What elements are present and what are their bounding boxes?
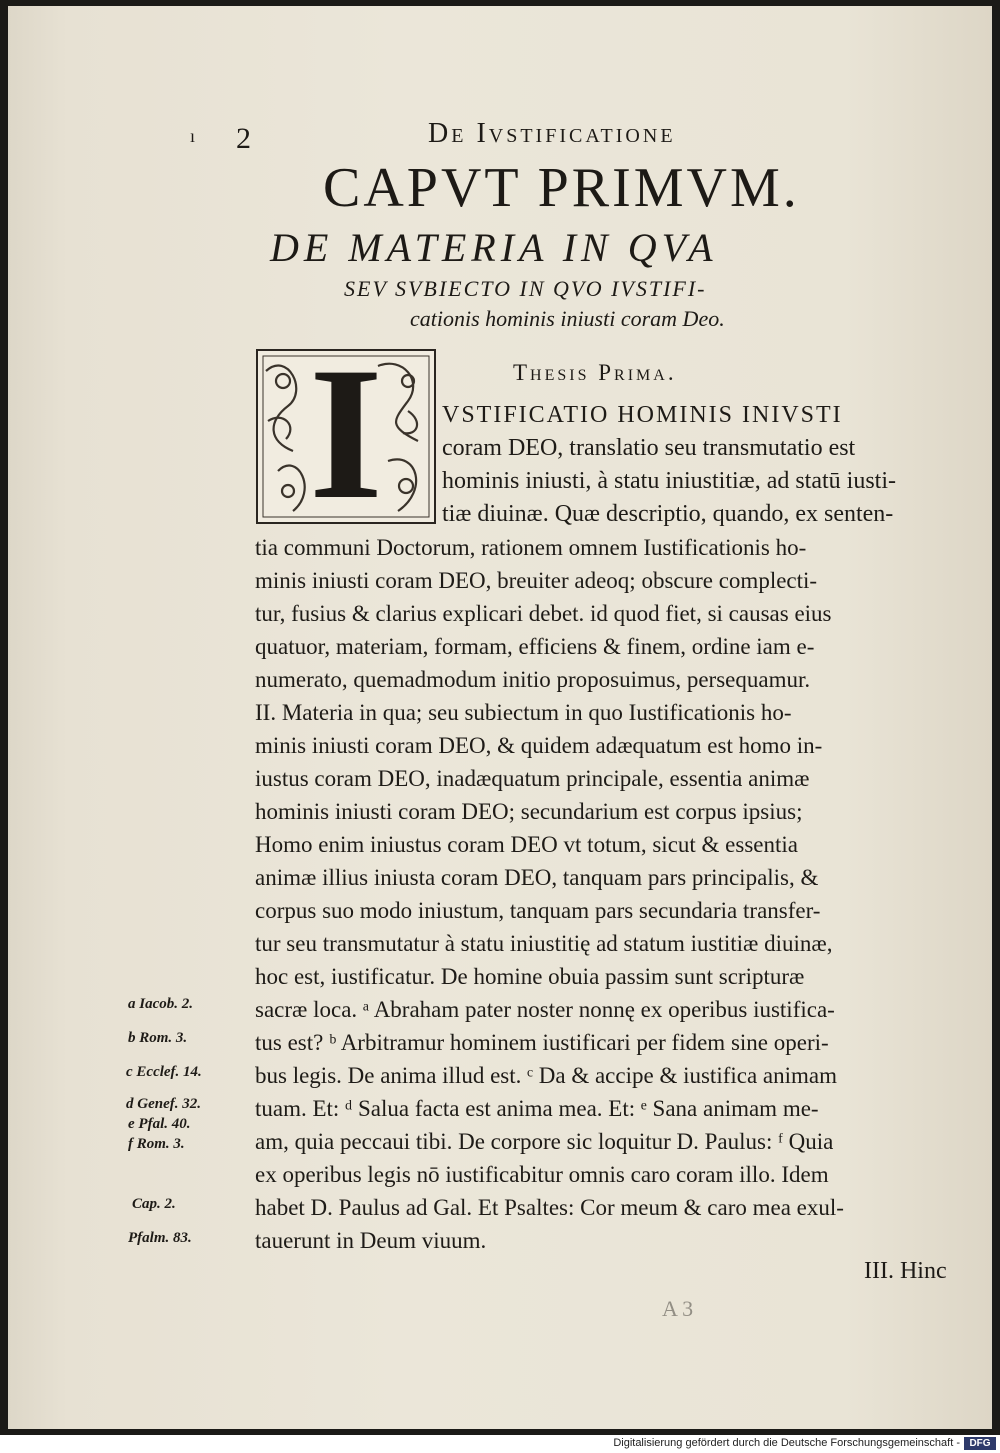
text-line: tur seu transmutatur à statu iniustitię ad statum iustitiæ diuinæ, (255, 931, 833, 956)
text-line: tauerunt in Deum viuum. (255, 1228, 487, 1253)
chapter-subtitle-line-3: cationis hominis iniusti coram Deo. (410, 306, 725, 331)
chapter-subtitle-line-2: SEV SVBIECTO IN QVO IVSTIFI- (344, 276, 707, 301)
text-line: habet D. Paulus ad Gal. Et Psaltes: Cor meum & caro mea exul- (255, 1195, 844, 1220)
thesis-heading: Thesis Prima. (513, 360, 677, 385)
text-line: tiæ diuinæ. Quæ descriptio, quando, ex senten- (442, 501, 894, 527)
text-line: hominis iniusti coram DEO; secundarium est corpus ipsius; (255, 799, 803, 824)
catchword: III. Hinc (864, 1258, 947, 1284)
text-line: sacræ loca. ᵃ Abraham pater noster nonnę ex operibus iustifica- (255, 997, 835, 1022)
text-line: quatuor, materiam, formam, efficiens & finem, ordine iam e- (255, 634, 815, 659)
text-line: minis iniusti coram DEO, & quidem adæquatum est homo in- (255, 733, 823, 758)
page-number: 2 (236, 122, 251, 155)
text-line: iustus coram DEO, inadæquatum principale, essentia animæ (255, 766, 810, 791)
marginal-note: a Iacob. 2. (128, 996, 193, 1012)
text-line: VSTIFICATIO HOMINIS INIVSTI (442, 402, 843, 428)
text-line: animæ illius iniusta coram DEO, tanquam pars principalis, & (255, 865, 819, 890)
text-line: numerato, quemadmodum initio proposuimus, persequamur. (255, 667, 811, 692)
footer-credit: Digitalisierung gefördert durch die Deutsche Forschungsgemeinschaft - (613, 1437, 960, 1449)
text-line: bus legis. De anima illud est. ᶜ Da & accipe & iustifica animam (255, 1063, 838, 1088)
text-line: II. Materia in qua; seu subiectum in quo Iustificationis ho- (255, 700, 792, 725)
text-line: hominis iniusti, à statu iniustitiæ, ad statū iusti- (442, 468, 897, 494)
initial-letter: I (309, 349, 383, 524)
decorated-initial (256, 349, 436, 524)
marginal-note: Cap. 2. (132, 1196, 176, 1212)
text-line: ex operibus legis nō iustificabitur omnis caro coram illo. Idem (255, 1162, 829, 1187)
dfg-logo: DFG (964, 1437, 996, 1450)
marginal-note: Pfalm. 83. (128, 1230, 192, 1246)
footer-bar (0, 1435, 1000, 1453)
marginal-note: e Pfal. 40. (128, 1116, 191, 1132)
text-line: tur, fusius & clarius explicari debet. id quod fiet, si causas eius (255, 601, 832, 626)
book-page (8, 6, 992, 1429)
text-line: corpus suo modo iniustum, tanquam pars secundaria transfer- (255, 898, 821, 923)
text-line: hoc est, iustificatur. De homine obuia passim sunt scripturæ (255, 964, 805, 989)
text-line: Homo enim iniustus coram DEO vt totum, sicut & essentia (255, 832, 798, 857)
text-line: tus est? ᵇ Arbitramur hominem iustificari per fidem sine operi- (255, 1030, 829, 1055)
running-head: De Ivstificatione (428, 118, 676, 149)
text-line: minis iniusti coram DEO, breuiter adeoq; obscure complecti- (255, 568, 818, 593)
text-line: coram DEO, translatio seu transmutatio est (442, 435, 856, 461)
text-line: tia communi Doctorum, rationem omnem Iustificationis ho- (255, 535, 807, 560)
marginal-note: c Ecclef. 14. (126, 1064, 202, 1080)
marginal-note: d Genef. 32. (126, 1096, 201, 1112)
marginal-note: f Rom. 3. (128, 1136, 185, 1152)
chapter-subtitle-line-1: DE MATERIA IN QVA (270, 225, 718, 270)
page-tick-mark: ı (190, 126, 196, 146)
text-line: am, quia peccaui tibi. De corpore sic loquitur D. Paulus: ᶠ Quia (255, 1129, 834, 1154)
signature-mark: A 3 (662, 1296, 694, 1321)
chapter-title: CAPVT PRIMVM. (323, 157, 800, 219)
text-line: tuam. Et: ᵈ Salua facta est anima mea. Et: ᵉ Sana animam me- (255, 1096, 819, 1121)
marginal-note: b Rom. 3. (128, 1030, 188, 1046)
